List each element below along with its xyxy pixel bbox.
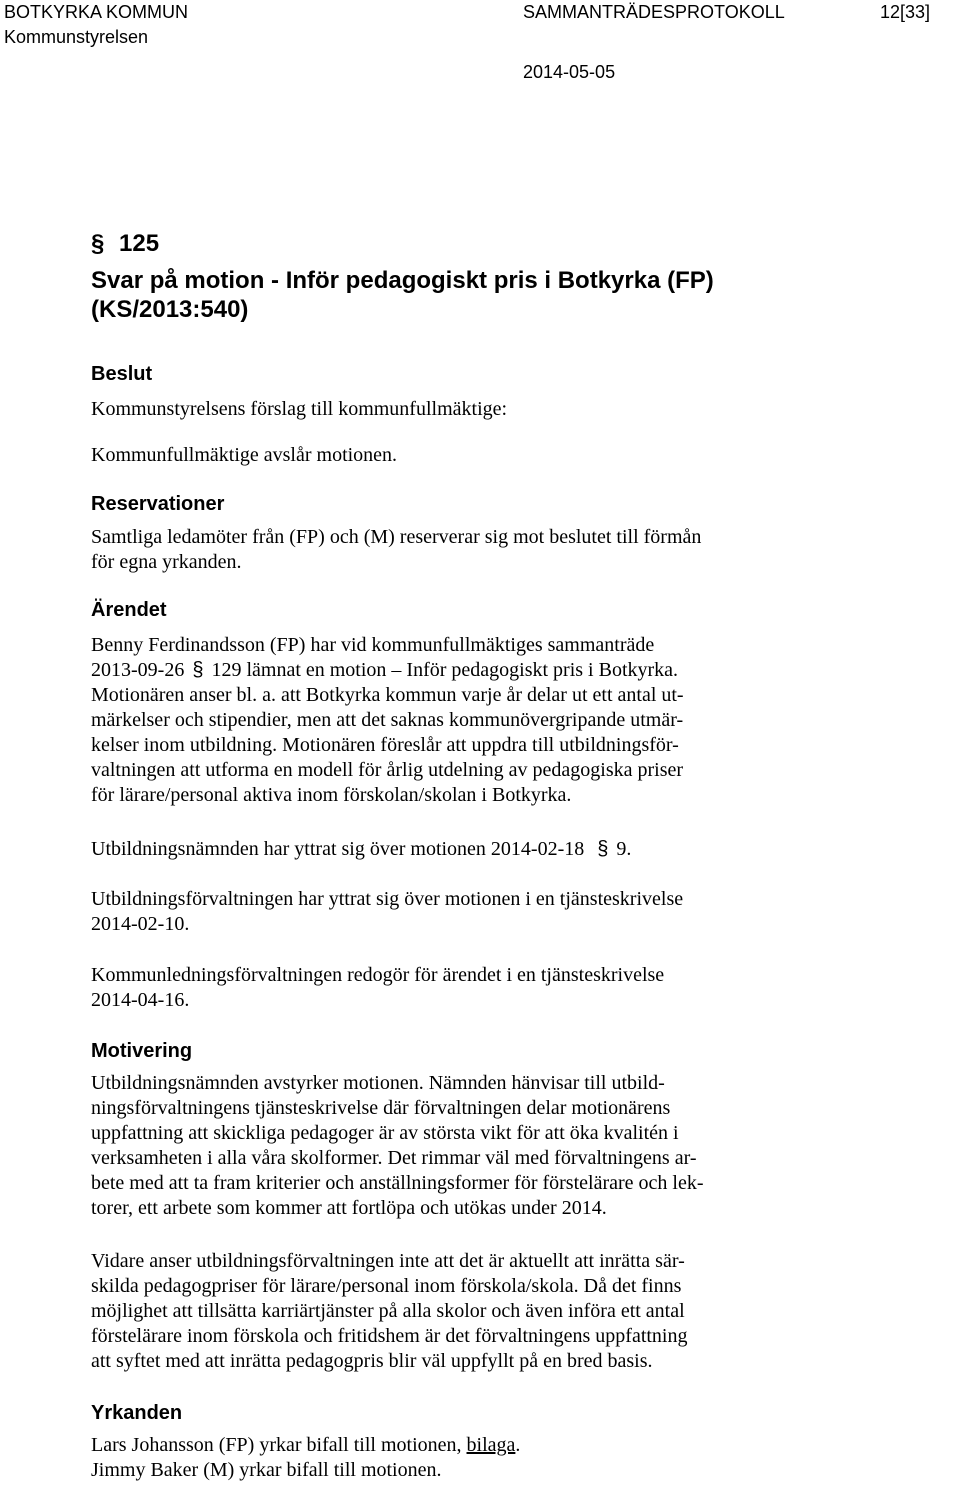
arendet-line: för lärare/personal aktiva inom förskolan/skolan i Botkyrka. <box>91 784 572 806</box>
arendet-line: Benny Ferdinandsson (FP) har vid kommunfullmäktiges sammanträde <box>91 634 655 656</box>
arendet-line: valtningen att utforma en modell för årlig utdelning av pedagogiska priser <box>91 759 684 781</box>
section-title-line2: (KS/2013:540) <box>91 296 249 323</box>
motivering-line: att syftet med att inrätta pedagogpris blir väl uppfyllt på en bred basis. <box>91 1350 653 1372</box>
beslut-heading: Beslut <box>91 363 153 385</box>
motivering-line: ningsförvaltningens tjänsteskrivelse där förvaltningen delar motionärens <box>91 1097 671 1119</box>
arendet-motion-text: 129 lämnat en motion – Inför pedagogiskt pris i Botkyrka. <box>211 659 679 681</box>
paragraph-symbol: § <box>192 659 204 681</box>
header-doc-type: SAMMANTRÄDESPROTOKOLL <box>523 2 785 22</box>
arendet-line <box>91 837 631 862</box>
motivering-paragraph-2 <box>91 1249 687 1374</box>
motivering-paragraph-1 <box>91 1071 704 1221</box>
yrkanden-line1-text: Lars Johansson (FP) yrkar bifall till motionen, <box>91 1434 467 1456</box>
arendet-line: 2014-04-16. <box>91 989 190 1011</box>
motivering-line: möjlighet att tillsätta karriärtjänster på alla skolor och även införa ett antal <box>91 1300 685 1322</box>
section-number <box>91 230 159 258</box>
arendet-paragraph-4 <box>91 963 664 1013</box>
paragraph-symbol: § <box>597 838 609 860</box>
yrkanden-line <box>91 1433 520 1458</box>
header-date: 2014-05-05 <box>523 62 616 82</box>
header-org: BOTKYRKA KOMMUN <box>4 2 189 22</box>
beslut-line2: Kommunfullmäktige avslår motionen. <box>91 444 398 466</box>
arendet-paragraph-1 <box>91 633 684 808</box>
motivering-line: förstelärare inom förskola och fritidshem är det förvaltningens uppfattning <box>91 1325 688 1347</box>
arendet-line: Kommunledningsförvaltningen redogör för ärendet i en tjänsteskrivelse <box>91 964 665 986</box>
reservationer-line: Samtliga ledamöter från (FP) och (M) reserverar sig mot beslutet till förmån <box>91 526 702 548</box>
reservationer-heading: Reservationer <box>91 493 225 515</box>
bilaga-link[interactable]: bilaga <box>466 1434 516 1456</box>
motivering-line: Vidare anser utbildningsförvaltningen inte att det är aktuellt att inrätta sär- <box>91 1250 685 1272</box>
arendet-heading: Ärendet <box>91 599 167 621</box>
reservationer-text <box>91 525 701 575</box>
yrkanden-line1-end: . <box>515 1434 521 1456</box>
motivering-line: verksamheten i alla våra skolformer. Det rimmar väl med förvaltningens ar- <box>91 1147 697 1169</box>
arendet-paragraph-3 <box>91 887 683 937</box>
header-page-number: 12[33] <box>880 2 931 22</box>
section-number-value: 125 <box>119 230 160 257</box>
header-committee: Kommunstyrelsen <box>4 27 149 47</box>
yrkanden-text <box>91 1433 520 1483</box>
arendet-line <box>91 658 684 683</box>
beslut-line1: Kommunstyrelsens förslag till kommunfullmäktige: <box>91 398 508 420</box>
motivering-line: bete med att ta fram kriterier och anställningsformer för förstelärare och lek- <box>91 1172 704 1194</box>
motivering-heading: Motivering <box>91 1040 193 1062</box>
section-title-line1: Svar på motion - Inför pedagogiskt pris i Botkyrka (FP) <box>91 267 714 294</box>
section-symbol: § <box>91 230 105 257</box>
reservationer-line: för egna yrkanden. <box>91 551 242 573</box>
arendet-line: 2014-02-10. <box>91 913 190 935</box>
arendet-line: Motionären anser bl. a. att Botkyrka kommun varje år delar ut ett antal ut- <box>91 684 684 706</box>
yrkanden-heading: Yrkanden <box>91 1402 183 1424</box>
arendet-paragraph-2 <box>91 837 631 862</box>
yrkanden-line: Jimmy Baker (M) yrkar bifall till motionen. <box>91 1459 442 1481</box>
motivering-line: uppfattning att skickliga pedagoger är av största vikt för att öka kvalitén i <box>91 1122 679 1144</box>
arendet-p2-text: Utbildningsnämnden har yttrat sig över motionen 2014-02-18 <box>91 838 585 860</box>
arendet-p2-end: 9. <box>616 838 632 860</box>
motivering-line: torer, ett arbete som kommer att fortlöpa och utökas under 2014. <box>91 1197 607 1219</box>
motivering-line: Utbildningsnämnden avstyrker motionen. Nämnden hänvisar till utbild- <box>91 1072 665 1094</box>
arendet-line: Utbildningsförvaltningen har yttrat sig över motionen i en tjänsteskrivelse <box>91 888 684 910</box>
motivering-line: skilda pedagogpriser för lärare/personal inom förskola/skola. Då det finns <box>91 1275 682 1297</box>
arendet-line: kelser inom utbildning. Motionären föreslår att uppdra till utbildningsför- <box>91 734 679 756</box>
arendet-date: 2013-09-26 <box>91 659 185 681</box>
arendet-line: märkelser och stipendier, men att det saknas kommunövergripande utmär- <box>91 709 684 731</box>
